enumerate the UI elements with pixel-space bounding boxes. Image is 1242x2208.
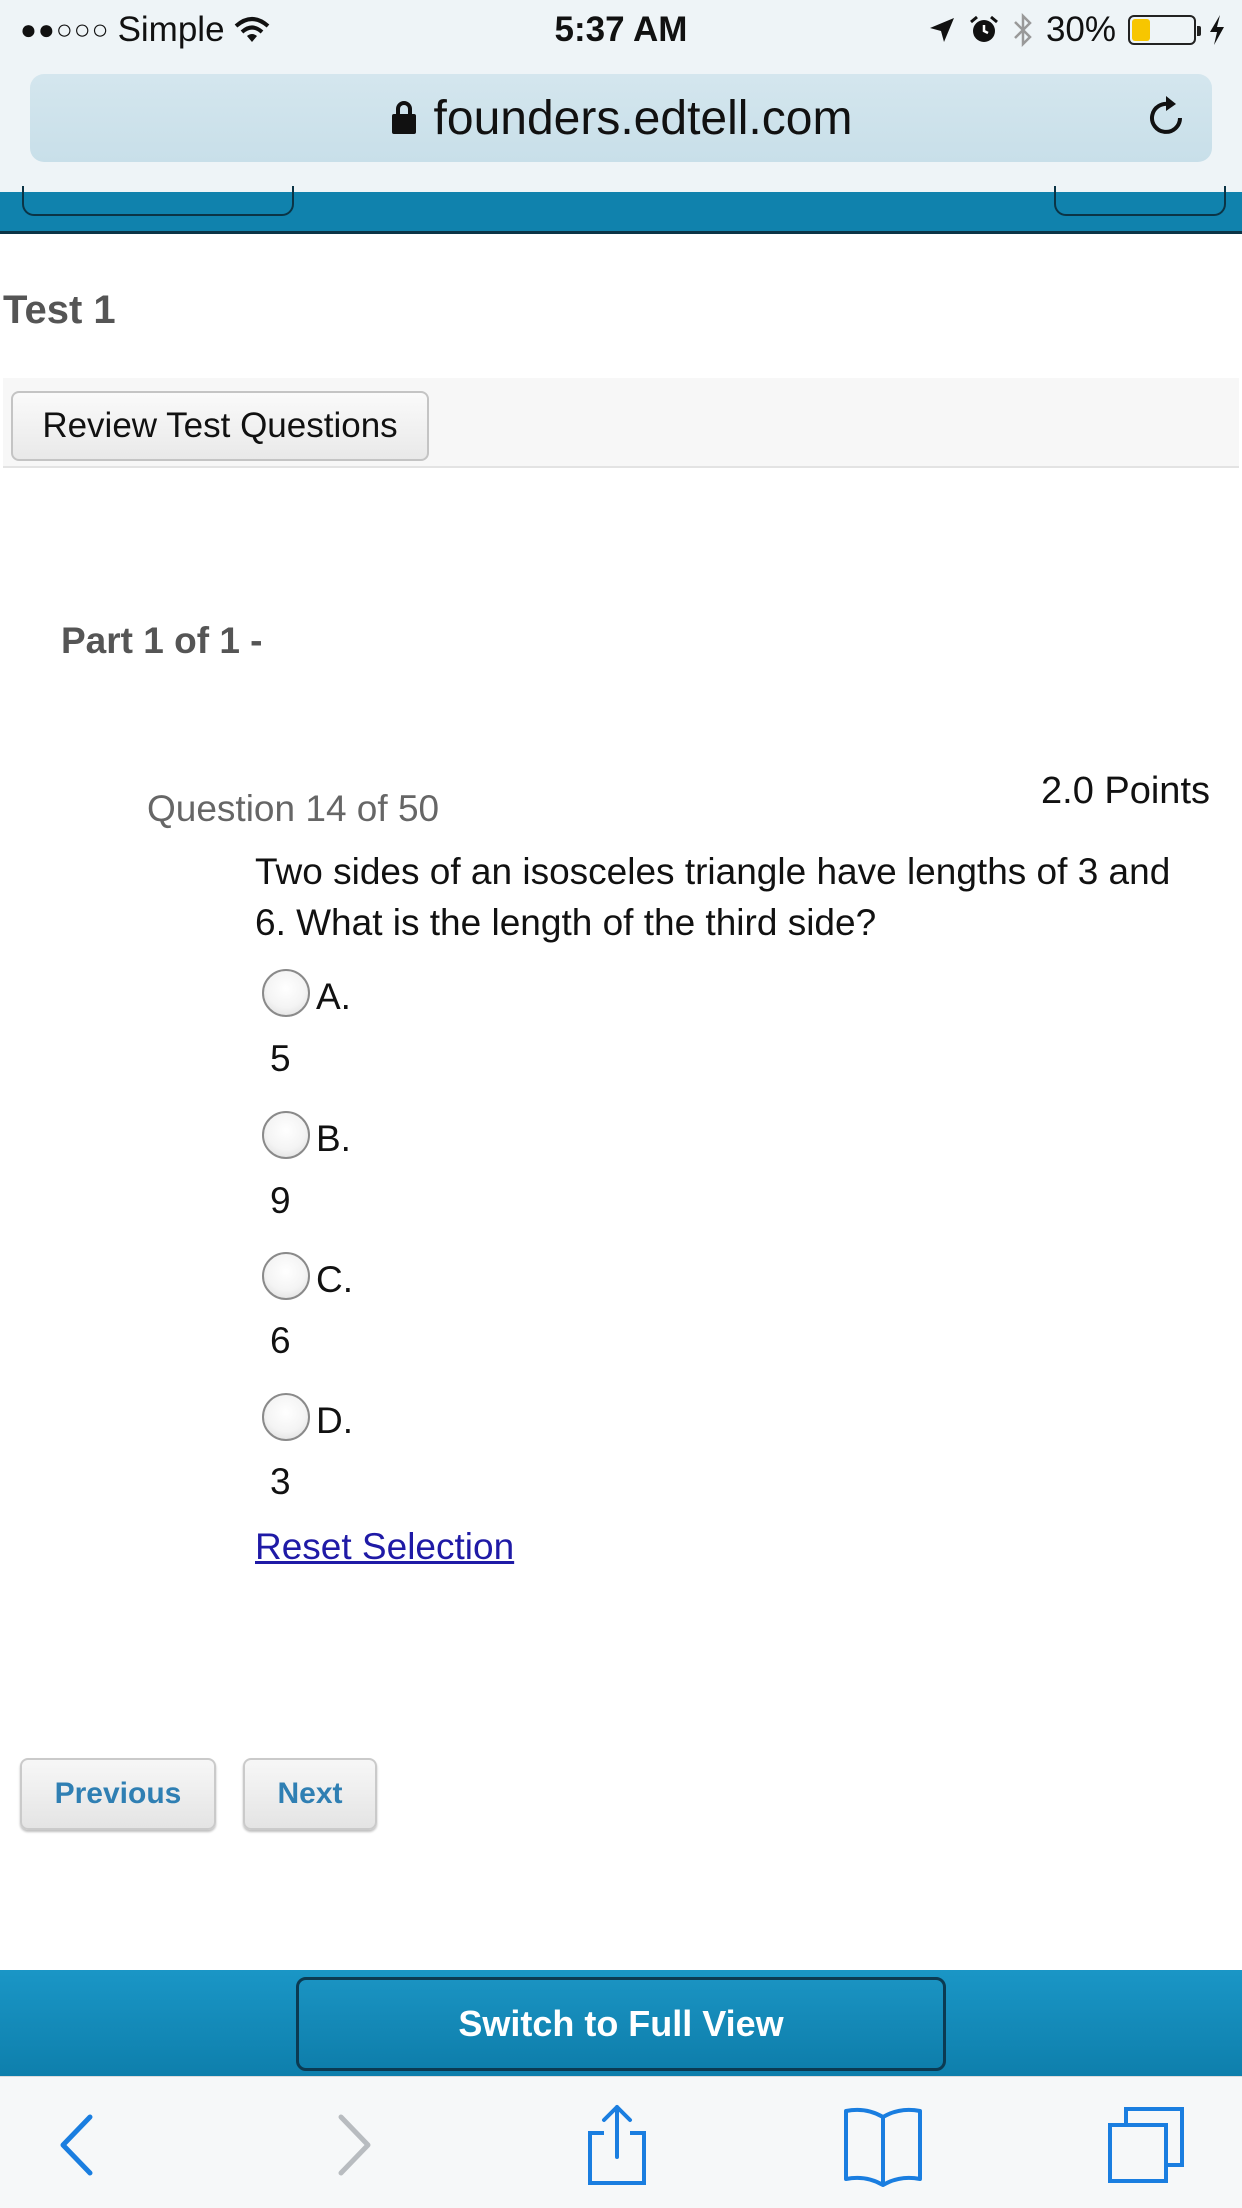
- browser-toolbar: [0, 2076, 1242, 2208]
- option-value: 6: [270, 1320, 291, 1361]
- forward-icon[interactable]: [308, 2103, 398, 2187]
- question-points: 2.0 Points: [1041, 770, 1210, 812]
- header-menu-button[interactable]: [22, 186, 294, 216]
- option-letter: A.: [316, 976, 351, 1017]
- header-user-button[interactable]: [1054, 186, 1226, 216]
- carrier-name: Simple: [117, 10, 225, 49]
- footer-bar: [0, 1970, 1242, 2076]
- signal-strength-icon: ●●○○○: [20, 14, 110, 45]
- part-title: Part 1 of 1 -: [61, 620, 263, 661]
- status-time: 5:37 AM: [554, 10, 688, 49]
- option-value: 9: [270, 1180, 291, 1221]
- next-button[interactable]: Next: [243, 1758, 377, 1830]
- battery-percent: 30%: [1045, 10, 1116, 49]
- page-title: Test 1: [3, 288, 116, 332]
- option-value: 3: [270, 1461, 291, 1502]
- alarm-icon: [968, 14, 1000, 46]
- share-icon[interactable]: [572, 2103, 662, 2187]
- charging-bolt-icon: [1208, 14, 1226, 46]
- radio-button[interactable]: [262, 1111, 310, 1159]
- lock-icon: [390, 101, 418, 135]
- bookmarks-icon[interactable]: [838, 2103, 928, 2187]
- bluetooth-icon: [1012, 13, 1034, 47]
- battery-icon: [1128, 15, 1196, 45]
- location-arrow-icon: [928, 16, 956, 44]
- reload-icon[interactable]: [1140, 92, 1192, 144]
- answer-option-a[interactable]: [262, 968, 351, 1018]
- reset-selection-link[interactable]: Reset Selection: [255, 1526, 515, 1567]
- question-number: Question 14 of 50: [147, 788, 440, 829]
- option-letter: D.: [316, 1400, 353, 1441]
- battery-level: [1132, 19, 1150, 41]
- address-bar[interactable]: [30, 74, 1212, 162]
- back-icon[interactable]: [33, 2103, 123, 2187]
- url-text[interactable]: founders.edtell.com: [433, 91, 853, 145]
- option-value: 5: [270, 1038, 291, 1079]
- radio-button[interactable]: [262, 1252, 310, 1300]
- review-toolbar: [3, 378, 1239, 468]
- answer-option-d[interactable]: [262, 1392, 353, 1442]
- question-text: Two sides of an isosceles triangle have lengths of 3 and 6. What is the length of the third side?: [255, 851, 1171, 943]
- radio-button[interactable]: [262, 1393, 310, 1441]
- browser-chrome: [0, 62, 1242, 192]
- switch-to-full-view-button[interactable]: Switch to Full View: [296, 1977, 946, 2071]
- radio-button[interactable]: [262, 969, 310, 1017]
- answer-option-c[interactable]: [262, 1251, 353, 1301]
- site-header: [0, 192, 1242, 234]
- option-letter: B.: [316, 1118, 351, 1159]
- answer-option-b[interactable]: [262, 1110, 351, 1160]
- tabs-icon[interactable]: [1104, 2103, 1194, 2187]
- status-bar: [0, 0, 1242, 62]
- review-test-questions-button[interactable]: Review Test Questions: [11, 391, 429, 461]
- status-right: [928, 10, 1226, 50]
- option-letter: C.: [316, 1259, 353, 1300]
- previous-button[interactable]: Previous: [20, 1758, 216, 1830]
